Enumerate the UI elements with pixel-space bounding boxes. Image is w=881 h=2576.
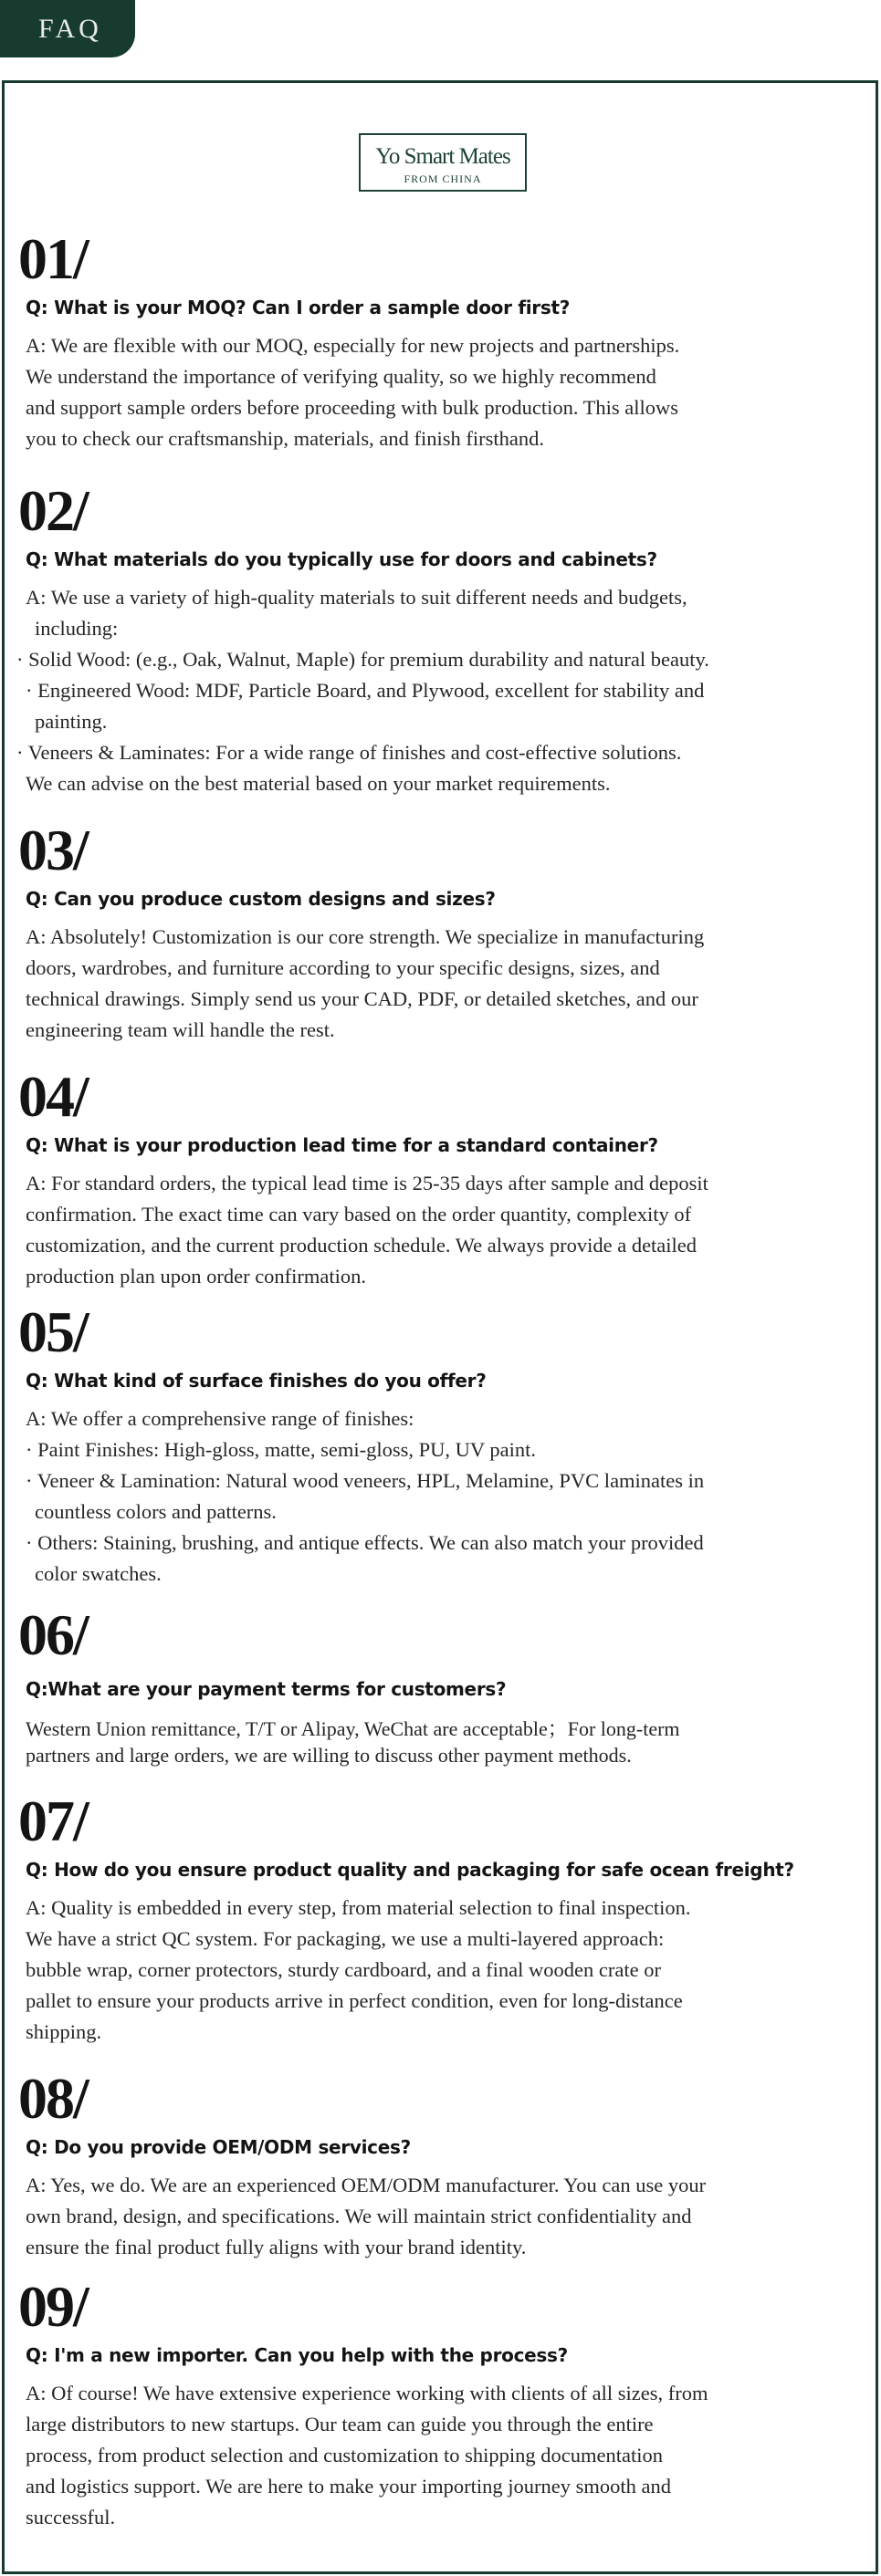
faq-tab: FAQ [0, 0, 135, 57]
faq-answer [16, 582, 864, 799]
answer-line: confirmation. The exact time can vary based on the order quantity, complexity of [26, 1203, 692, 1225]
answer-line: production plan upon order confirmation. [26, 1265, 367, 1288]
answer-line: We understand the importance of verifying quality, so we highly recommend [26, 365, 656, 388]
faq-number: 02/ [18, 478, 88, 543]
faq-number: 01/ [18, 226, 88, 291]
answer-line: We can advise on the best material based on your market requirements. [26, 772, 611, 795]
faq-answer [26, 1403, 864, 1590]
answer-line: ensure the final product fully aligns with your brand identity. [26, 2236, 527, 2258]
answer-line: and logistics support. We are here to make your importing journey smooth and [26, 2475, 672, 2498]
faq-number: 07/ [18, 1789, 88, 1853]
faq-number: 04/ [18, 1064, 88, 1129]
faq-answer [26, 922, 864, 1046]
answer-line: technical drawings. Simply send us your CAD, PDF, or detailed sketches, and our [26, 987, 698, 1010]
answer-line: customization, and the current production schedule. We always provide a detailed [26, 1234, 697, 1257]
faq-number: 08/ [18, 2066, 88, 2131]
faq-number: 06/ [18, 1602, 88, 1667]
answer-line: process, from product selection and customization to shipping documentation [26, 2444, 663, 2466]
answer-line: painting. [35, 710, 108, 733]
faq-question: Q: Can you produce custom designs and sizes? [26, 888, 496, 910]
answer-line: A: We use a variety of high-quality materials to suit different needs and budgets, [26, 586, 687, 609]
logo-sub-text: FROM CHINA [404, 172, 482, 185]
faq-number: 09/ [18, 2274, 88, 2339]
answer-line: · Engineered Wood: MDF, Particle Board, and Plywood, excellent for stability and [26, 679, 705, 702]
faq-answer [26, 330, 864, 454]
answer-line: · Veneer & Lamination: Natural wood veneers, HPL, Melamine, PVC laminates in [26, 1469, 705, 1492]
faq-answer [26, 1168, 864, 1292]
answer-line: including: [35, 617, 119, 640]
faq-answer [26, 1893, 864, 2048]
answer-line: own brand, design, and specifications. We will maintain strict confidentiality and [26, 2205, 692, 2227]
answer-line: We have a strict QC system. For packaging, we use a multi-layered approach: [26, 1927, 665, 1950]
faq-number: 05/ [18, 1299, 88, 1364]
answer-line: pallet to ensure your products arrive in perfect condition, even for long-distance [26, 1989, 683, 2012]
answer-line: doors, wardrobes, and furniture according to your specific designs, sizes, and [26, 956, 660, 979]
answer-line: A: Yes, we do. We are an experienced OEM/ODM manufacturer. You can use your [26, 2174, 707, 2196]
answer-line: and support sample orders before proceeding with bulk production. This allows [26, 396, 679, 419]
answer-line: · Solid Wood: (e.g., Oak, Walnut, Maple) for premium durability and natural beauty. [16, 648, 709, 671]
faq-question: Q: What materials do you typically use for doors and cabinets? [26, 548, 657, 570]
faq-answer [26, 2170, 864, 2263]
faq-question: Q: Do you provide OEM/ODM services? [26, 2136, 411, 2158]
faq-question: Q:What are your payment terms for customers? [26, 1678, 507, 1700]
faq-question: Q: I'm a new importer. Can you help with the process? [26, 2344, 568, 2366]
brand-logo [359, 133, 527, 192]
answer-line: successful. [26, 2506, 116, 2529]
answer-line: countless colors and patterns. [35, 1500, 277, 1523]
faq-question: Q: What is your production lead time for a standard container? [26, 1134, 658, 1156]
answer-line: color swatches. [35, 1562, 162, 1585]
faq-answer [26, 2378, 864, 2533]
answer-line: you to check our craftsmanship, materials, and finish firsthand. [26, 427, 544, 450]
logo-main-text: Yo Smart Mates [375, 144, 510, 169]
faq-number: 03/ [18, 818, 88, 882]
answer-line: A: We offer a comprehensive range of finishes: [26, 1407, 414, 1430]
answer-line: shipping. [26, 2020, 102, 2043]
answer-line: A: Quality is embedded in every step, from material selection to final inspection. [26, 1896, 691, 1919]
faq-question: Q: What kind of surface finishes do you offer? [26, 1370, 487, 1392]
answer-line: A: We are flexible with our MOQ, especially for new projects and partnerships. [26, 334, 680, 357]
answer-line: large distributors to new startups. Our team can guide you through the entire [26, 2413, 654, 2435]
answer-line: A: For standard orders, the typical lead time is 25-35 days after sample and deposit [26, 1172, 708, 1194]
faq-question: Q: How do you ensure product quality and packaging for safe ocean freight? [26, 1859, 794, 1881]
answer-line: bubble wrap, corner protectors, sturdy cardboard, and a final wooden crate or [26, 1958, 661, 1981]
answer-line: A: Of course! We have extensive experience working with clients of all sizes, from [26, 2382, 708, 2404]
faq-question: Q: What is your MOQ? Can I order a sample door first? [26, 297, 571, 318]
answer-line: · Paint Finishes: High-gloss, matte, semi-gloss, PU, UV paint. [26, 1438, 536, 1461]
faq-answer [26, 1716, 864, 1768]
answer-line: A: Absolutely! Customization is our core strength. We specialize in manufacturing [26, 925, 705, 948]
answer-line: Western Union remittance, T/T or Alipay, WeChat are acceptable；For long-term [26, 1717, 680, 1740]
answer-line: partners and large orders, we are willing to discuss other payment methods. [26, 1744, 632, 1767]
answer-line: · Others: Staining, brushing, and antique effects. We can also match your provided [26, 1531, 704, 1554]
answer-line: · Veneers & Laminates: For a wide range of finishes and cost-effective solutions. [16, 741, 682, 764]
answer-line: engineering team will handle the rest. [26, 1018, 335, 1041]
